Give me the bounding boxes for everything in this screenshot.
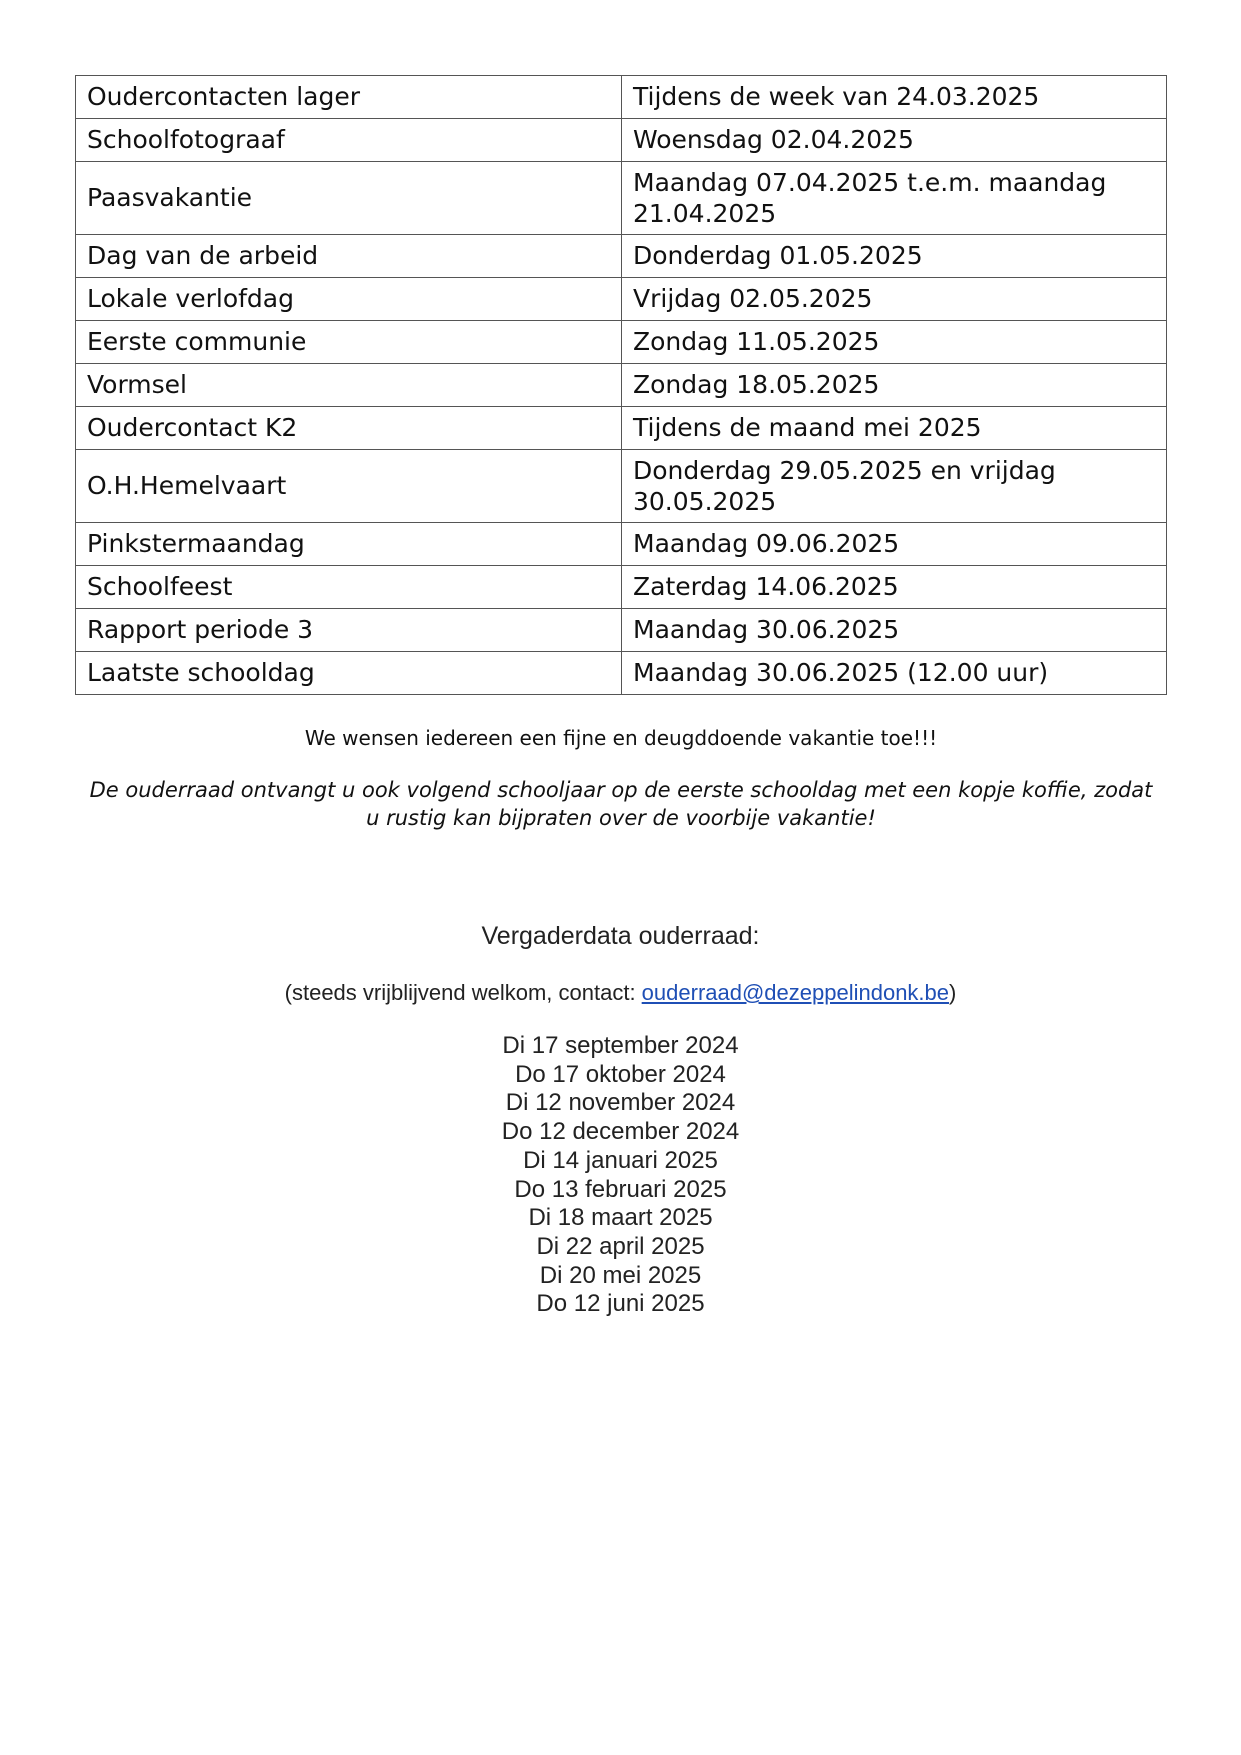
table-row — [76, 76, 1167, 119]
table-row — [76, 609, 1167, 652]
date-cell: Maandag 30.06.2025 — [622, 609, 1167, 652]
list-item: Do 12 juni 2025 — [536, 1290, 705, 1318]
date-cell: Maandag 30.06.2025 (12.00 uur) — [622, 652, 1167, 695]
event-cell: Schoolfotograaf — [76, 119, 622, 162]
event-cell: O.H.Hemelvaart — [76, 450, 622, 523]
date-cell: Woensdag 02.04.2025 — [622, 119, 1167, 162]
event-cell: Schoolfeest — [76, 566, 622, 609]
date-cell: Vrijdag 02.05.2025 — [622, 278, 1167, 321]
list-item: Di 12 november 2024 — [505, 1089, 736, 1117]
date-cell: Zaterdag 14.06.2025 — [622, 566, 1167, 609]
list-item: Di 18 maart 2025 — [528, 1204, 713, 1232]
event-cell: Eerste communie — [76, 321, 622, 364]
list-item: Di 22 april 2025 — [536, 1232, 705, 1260]
table-row — [76, 278, 1167, 321]
contact-prefix: (steeds vrijblijvend welkom, contact: — [284, 980, 642, 1005]
table-row — [76, 407, 1167, 450]
event-cell: Laatste schooldag — [76, 652, 622, 695]
list-item: Di 20 mei 2025 — [539, 1261, 702, 1289]
table-row — [76, 162, 1167, 235]
event-cell: Rapport periode 3 — [76, 609, 622, 652]
table-row — [76, 321, 1167, 364]
list-item: Di 14 januari 2025 — [523, 1146, 718, 1174]
event-cell: Lokale verlofdag — [76, 278, 622, 321]
list-item: Do 12 december 2024 — [501, 1118, 740, 1146]
date-cell: Donderdag 29.05.2025 en vrijdag 30.05.2025 — [622, 450, 1167, 523]
table-row — [76, 566, 1167, 609]
schedule-table — [75, 75, 1167, 695]
list-item: Di 17 september 2024 — [502, 1032, 739, 1059]
date-cell: Maandag 09.06.2025 — [622, 523, 1167, 566]
event-cell: Vormsel — [76, 364, 622, 407]
table-row — [76, 450, 1167, 523]
date-cell: Tijdens de maand mei 2025 — [622, 407, 1167, 450]
date-cell: Maandag 07.04.2025 t.e.m. maandag 21.04.2025 — [622, 162, 1167, 235]
contact-email-link[interactable]: ouderraad@dezeppelindonk.be — [641, 980, 950, 1005]
date-cell: Donderdag 01.05.2025 — [622, 235, 1167, 278]
meetings-contact — [0, 980, 1241, 1006]
table-row — [76, 364, 1167, 407]
event-cell: Pinkstermaandag — [76, 523, 622, 566]
table-row — [76, 119, 1167, 162]
event-cell: Oudercontacten lager — [76, 76, 622, 119]
table-row — [76, 652, 1167, 695]
table-row — [76, 235, 1167, 278]
list-item: Do 17 oktober 2024 — [515, 1060, 726, 1088]
parents-council-note: De ouderraad ontvangt u ook volgend schooljaar op de eerste schooldag met een kopje koffie, zodat u rustig kan bijpraten over de voorbije vakantie! — [89, 778, 1153, 831]
meeting-dates-list — [0, 1032, 1241, 1319]
date-cell: Zondag 18.05.2025 — [622, 364, 1167, 407]
event-cell: Paasvakantie — [76, 162, 622, 235]
date-cell: Zondag 11.05.2025 — [622, 321, 1167, 364]
event-cell: Dag van de arbeid — [76, 235, 622, 278]
contact-suffix: ) — [949, 980, 957, 1005]
vacation-wish: We wensen iedereen een fijne en deugddoende vakantie toe!!! — [304, 726, 938, 750]
table-row — [76, 523, 1167, 566]
list-item: Do 13 februari 2025 — [514, 1175, 727, 1203]
meetings-title: Vergaderdata ouderraad: — [481, 922, 760, 950]
date-cell: Tijdens de week van 24.03.2025 — [622, 76, 1167, 119]
event-cell: Oudercontact K2 — [76, 407, 622, 450]
